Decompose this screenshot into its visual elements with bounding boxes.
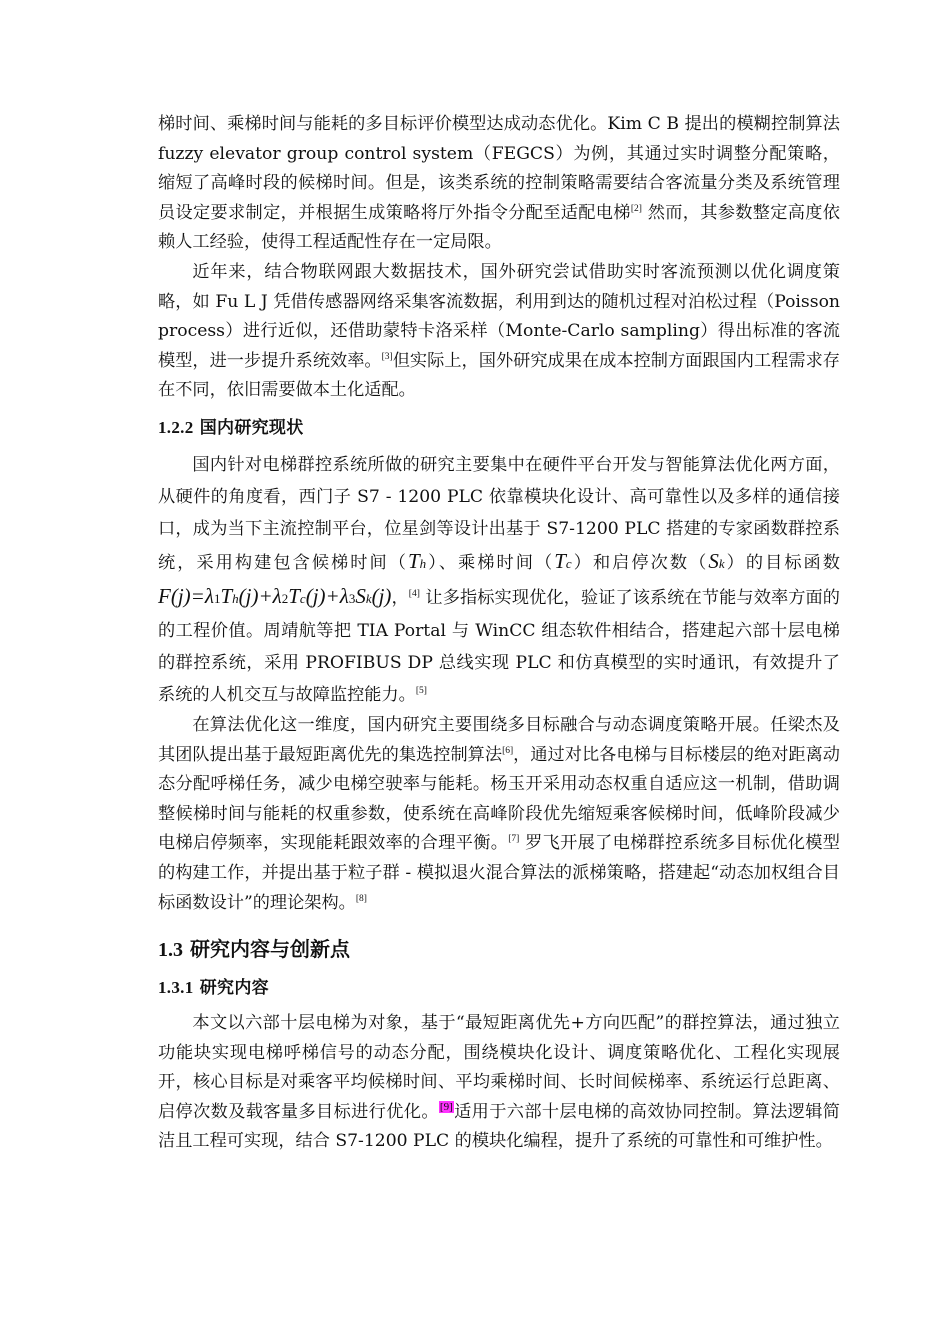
citation-7: [7] xyxy=(508,834,520,845)
citation-4: [4] xyxy=(408,588,420,599)
section-heading-1-3-1: 1.3.1 研究内容 xyxy=(158,978,269,999)
symbol-tc: Tc xyxy=(554,548,572,573)
document-page xyxy=(158,110,840,1157)
citation-9-highlighted: [9] xyxy=(439,1100,453,1113)
section-heading-1-3: 1.3 研究内容与创新点 xyxy=(158,937,350,962)
section-heading-1-2-2: 1.2.2 国内研究现状 xyxy=(158,417,304,438)
paragraph-foreign-fuzzy: 梯时间、乘梯时间与能耗的多目标评价模型达成动态优化。Kim C B 提出的模糊控制算法 fuzzy elevator group control system（FEGCS）为例，其通过实时调整分配策略，缩短了高峰时段的候梯时间。但是，该类系统的控制策略需要结合客流量分类及系统管理员设定要求制定，并根据生成策略将厅外指令分配至适配电梯[2] 然而，其参数整定高度依赖人工经验，使得工程适配性存在一定局限。 xyxy=(158,114,840,253)
citation-6: [6] xyxy=(502,745,514,756)
paragraph-foreign-iot: 近年来，结合物联网跟大数据技术，国外研究尝试借助实时客流预测以优化调度策略，如 Fu L J 凭借传感器网络采集客流数据，利用到达的随机过程对泊松过程（Poisson process）进行近似，还借助蒙特卡洛采样（Monte-Carlo sampling）得出标准的客流模型，进一步提升系统效率。[3]但实际上，国外研究成果在成本控制方面跟国内工程需求存在不同，依旧需要做本土化适配。 xyxy=(158,261,840,401)
paragraph-domestic-hardware: 国内针对电梯群控系统所做的研究主要集中在硬件平台开发与智能算法优化两方面，从硬件的角度看，西门子 S7 - 1200 PLC 依靠模块化设计、高可靠性以及多样的通信接口，成为当下主流控制平台，位星剑等设计出基于 S7-1200 PLC 搭建的专家函数群控系统，采用构建包含候梯时间（Th）、乘梯时间（Tc）和启停次数（Sk）的目标函数F(j)=λ1Th(j)+λ2Tc(j)+λ3Sk(j)，[4] 让多指标实现优化，验证了该系统在节能与效率方面的的工程价值。周靖航等把 TIA Portal 与 WinCC 组态软件相结合，搭建起六部十层电梯的群控系统，采用 PROFIBUS DP 总线实现 PLC 和仿真模型的实时通讯，有效提升了系统的人机交互与故障监控能力。[5] xyxy=(158,454,840,705)
objective-formula: F(j)=λ1Th(j)+λ2Tc(j)+λ3Sk(j) xyxy=(158,583,392,608)
paragraph-research-content: 本文以六部十层电梯为对象，基于“最短距离优先+方向匹配”的群控算法，通过独立功能块实现电梯呼梯信号的动态分配，围绕模块化设计、调度策略优化、工程化实现展开，核心目标是对乘客平均候梯时间、平均乘梯时间、长时间候梯率、系统运行总距离、启停次数及载客量多目标进行优化。[9]适用于六部十层电梯的高效协同控制。算法逻辑简洁且工程可实现，结合 S7-1200 PLC 的模块化编程，提升了系统的可靠性和可维护性。 xyxy=(158,1013,840,1152)
symbol-th: Th xyxy=(407,548,427,573)
citation-3: [3] xyxy=(381,351,393,362)
citation-5: [5] xyxy=(415,685,427,696)
citation-8: [8] xyxy=(355,893,367,904)
citation-2: [2] xyxy=(630,203,642,214)
symbol-sk: Sk xyxy=(708,548,725,573)
paragraph-domestic-algorithm: 在算法优化这一维度，国内研究主要围绕多目标融合与动态调度策略开展。任梁杰及其团队提出基于最短距离优先的集选控制算法[6]，通过对比各电梯与目标楼层的绝对距离动态分配呼梯任务，减少电梯空驶率与能耗。杨玉开采用动态权重自适应这一机制，借助调整候梯时间与能耗的权重参数，使系统在高峰阶段优先缩短乘客候梯时间，低峰阶段减少电梯启停频率，实现能耗跟效率的合理平衡。[7] 罗飞开展了电梯群控系统多目标优化模型的构建工作，并提出基于粒子群 - 模拟退火混合算法的派梯策略，搭建起“动态加权组合目标函数设计”的理论架构。[8] xyxy=(158,714,840,913)
